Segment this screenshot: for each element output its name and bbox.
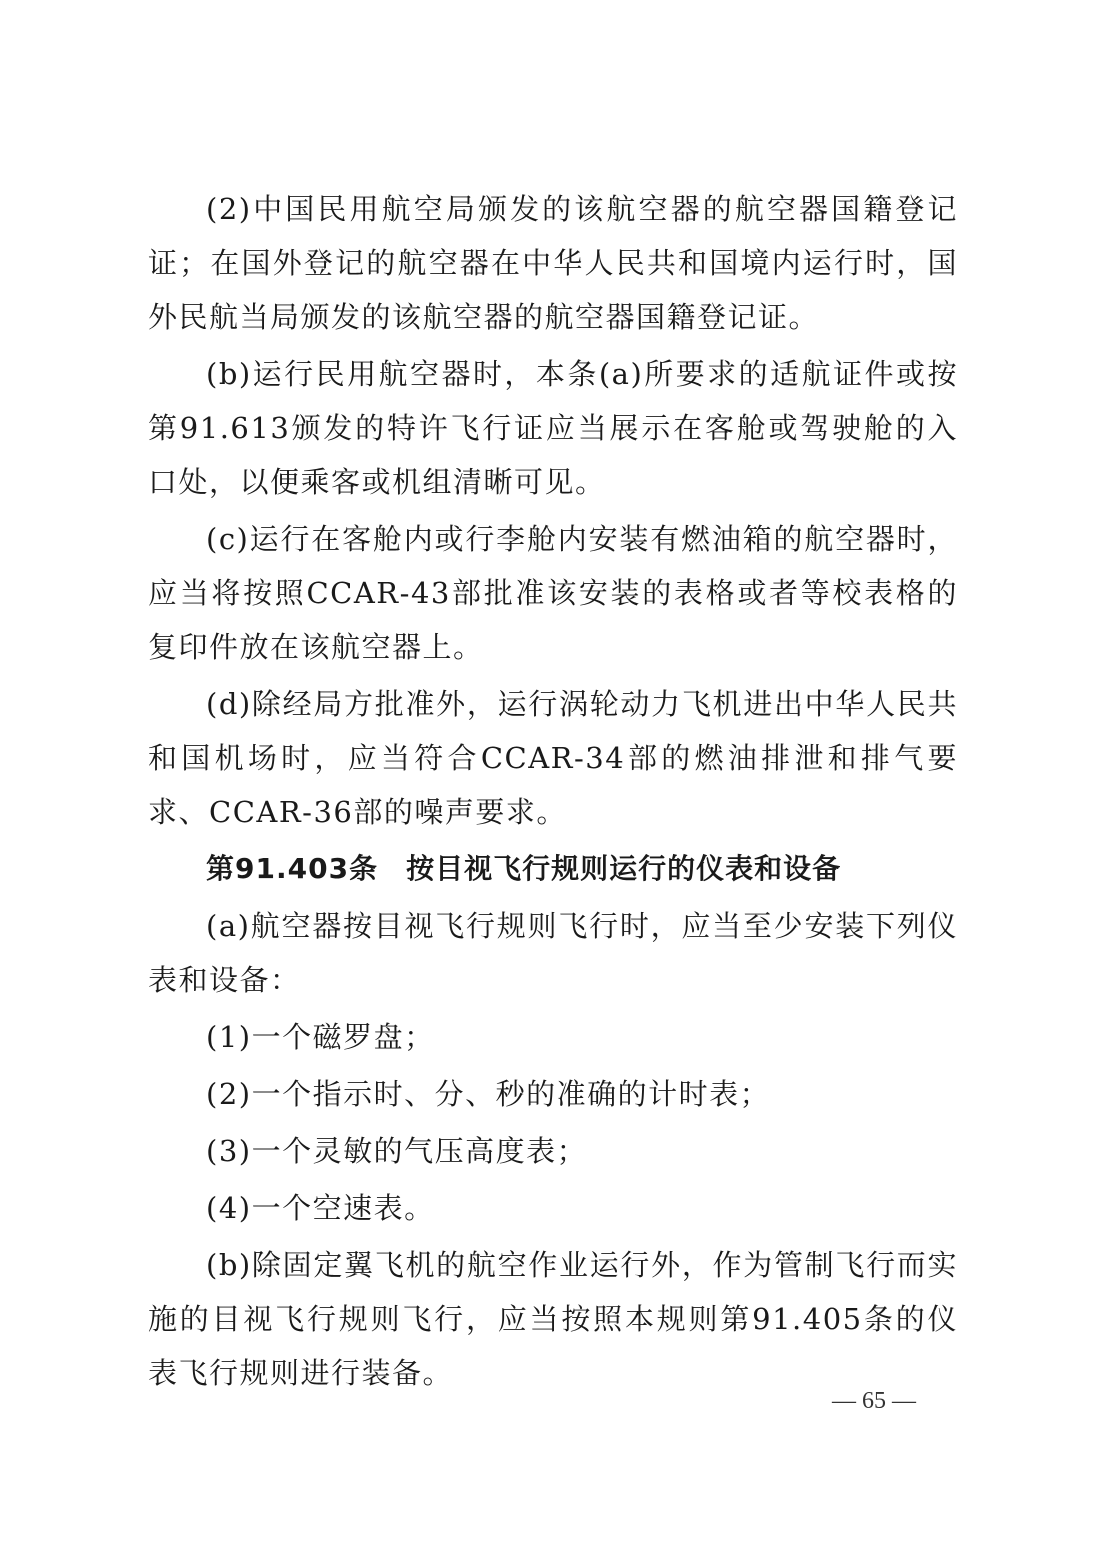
section-number: 第91.403条 xyxy=(206,852,379,885)
paragraph-b-display: (b)运行民用航空器时，本条(a)所要求的适航证件或按第91.613颁发的特许飞行证应当展示在客舱或驾驶舱的入口处，以便乘客或机组清晰可见。 xyxy=(148,357,958,499)
list-item-compass: (1)一个磁罗盘； xyxy=(206,1020,435,1054)
section-title: 按目视飞行规则运行的仪表和设备 xyxy=(406,852,842,885)
document-body xyxy=(148,182,958,1403)
section-heading xyxy=(148,842,958,896)
list-item-clock: (2)一个指示时、分、秒的准确的计时表； xyxy=(206,1077,771,1111)
paragraph-a-instruments: (a)航空器按目视飞行规则飞行时，应当至少安装下列仪表和设备： xyxy=(148,909,958,997)
paragraph-d-emissions: (d)除经局方批准外，运行涡轮动力飞机进出中华人民共和国机场时，应当符合CCAR-34部的燃油排泄和排气要求、CCAR-36部的噪声要求。 xyxy=(148,687,958,829)
paragraph-2-registration: (2)中国民用航空局颁发的该航空器的航空器国籍登记证；在国外登记的航空器在中华人民共和国境内运行时，国外民航当局颁发的该航空器的航空器国籍登记证。 xyxy=(148,192,958,334)
page-number: — 65 — xyxy=(832,1388,916,1414)
paragraph-c-fuel-tank: (c)运行在客舱内或行李舱内安装有燃油箱的航空器时，应当将按照CCAR-43部批准该安装的表格或者等校表格的复印件放在该航空器上。 xyxy=(148,522,958,664)
list-item-altimeter: (3)一个灵敏的气压高度表； xyxy=(206,1134,588,1168)
list-item-airspeed: (4)一个空速表。 xyxy=(206,1191,435,1225)
paragraph-b-equipment: (b)除固定翼飞机的航空作业运行外，作为管制飞行而实施的目视飞行规则飞行，应当按照本规则第91.405条的仪表飞行规则进行装备。 xyxy=(148,1248,958,1390)
